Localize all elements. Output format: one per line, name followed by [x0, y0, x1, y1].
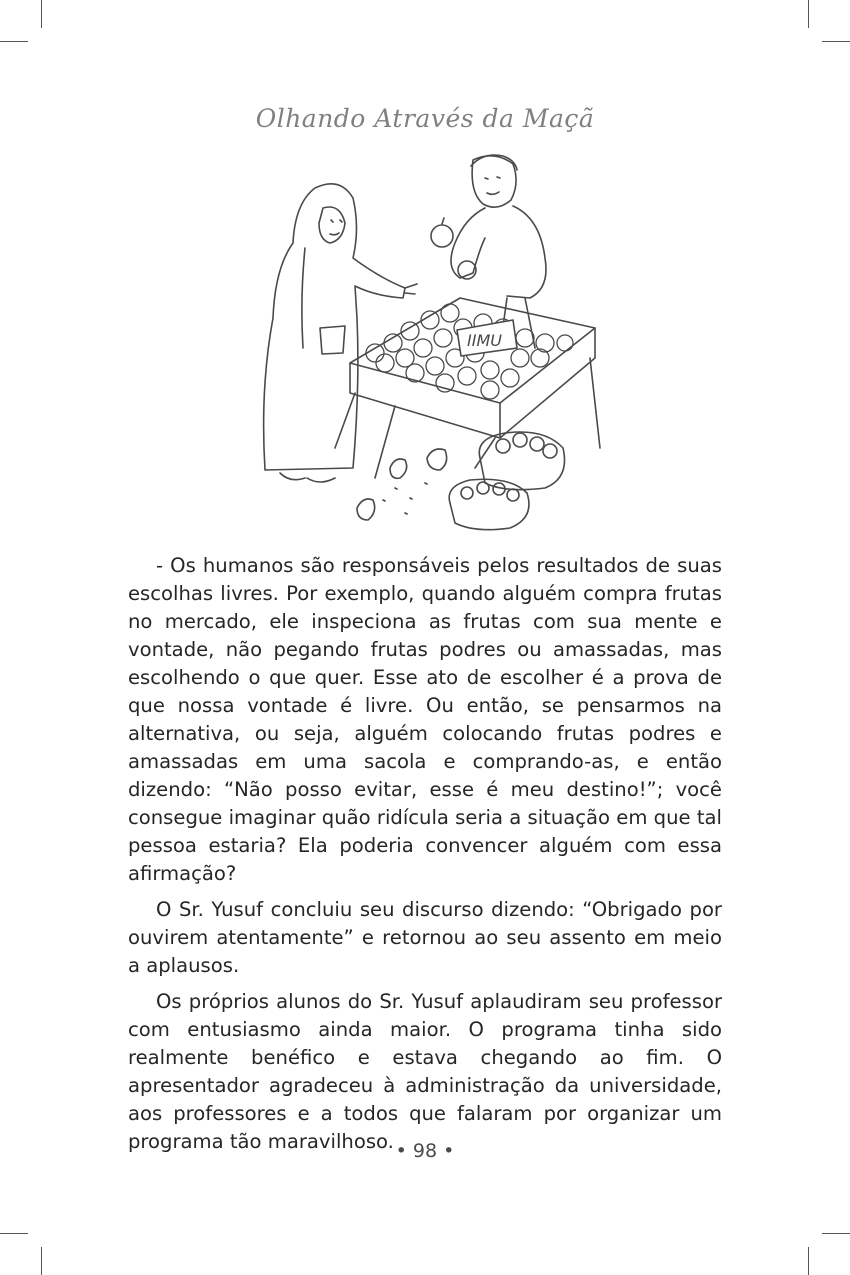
apple-sacks [449, 432, 564, 530]
apple-crate [335, 298, 600, 478]
woman-figure [264, 184, 417, 482]
market-illustration [245, 148, 605, 543]
crop-mark-top-right-v [808, 0, 809, 28]
crop-mark-bottom-right-v [808, 1247, 809, 1275]
boy-figure [431, 155, 546, 348]
body-text [128, 552, 722, 1164]
paragraph: Os próprios alunos do Sr. Yusuf aplaudiram seu professor com entusiasmo ainda maior. O programa tinha sido realmente benéfico e estava chegando ao fim. O apresentador agradeceu à administração da universidade, aos professores e a todos que falaram por organizar um programa tão maravilhoso. [128, 990, 722, 1153]
crop-mark-bottom-left-h [0, 1233, 28, 1234]
crop-mark-top-left-h [0, 41, 28, 42]
birds [357, 449, 447, 520]
crop-mark-bottom-left-v [41, 1247, 42, 1275]
paragraph: - Os humanos são responsáveis pelos resultados de suas escolhas livres. Por exemplo, quando alguém compra frutas no mercado, ele inspeciona as frutas com sua mente e vontade, não pegando frutas podres ou amassadas, mas escolhendo o que quer. Esse ato de escolher é a prova de que nossa vontade é livre. Ou então, se pensarmos na alternativa, ou seja, alguém colocando frutas podres e amassadas em uma sacola e comprando-as, e então dizendo: “Não posso evitar, esse é meu destino!”; você consegue imaginar quão ridícula seria a situação em que tal pessoa estaria? Ela poderia convencer alguém com essa afirmação? [128, 554, 722, 885]
running-title: Olhando Através da Maçã [255, 104, 595, 133]
crop-mark-bottom-right-h [822, 1233, 850, 1234]
page-number: • 98 • [395, 1140, 455, 1162]
crop-mark-top-right-h [822, 41, 850, 42]
crop-mark-top-left-v [41, 0, 42, 28]
paragraph: O Sr. Yusuf concluiu seu discurso dizendo: “Obrigado por ouvirem atentamente” e retornou ao seu assento em meio a aplausos. [128, 898, 722, 977]
price-sign-text: IIMU [467, 331, 502, 350]
